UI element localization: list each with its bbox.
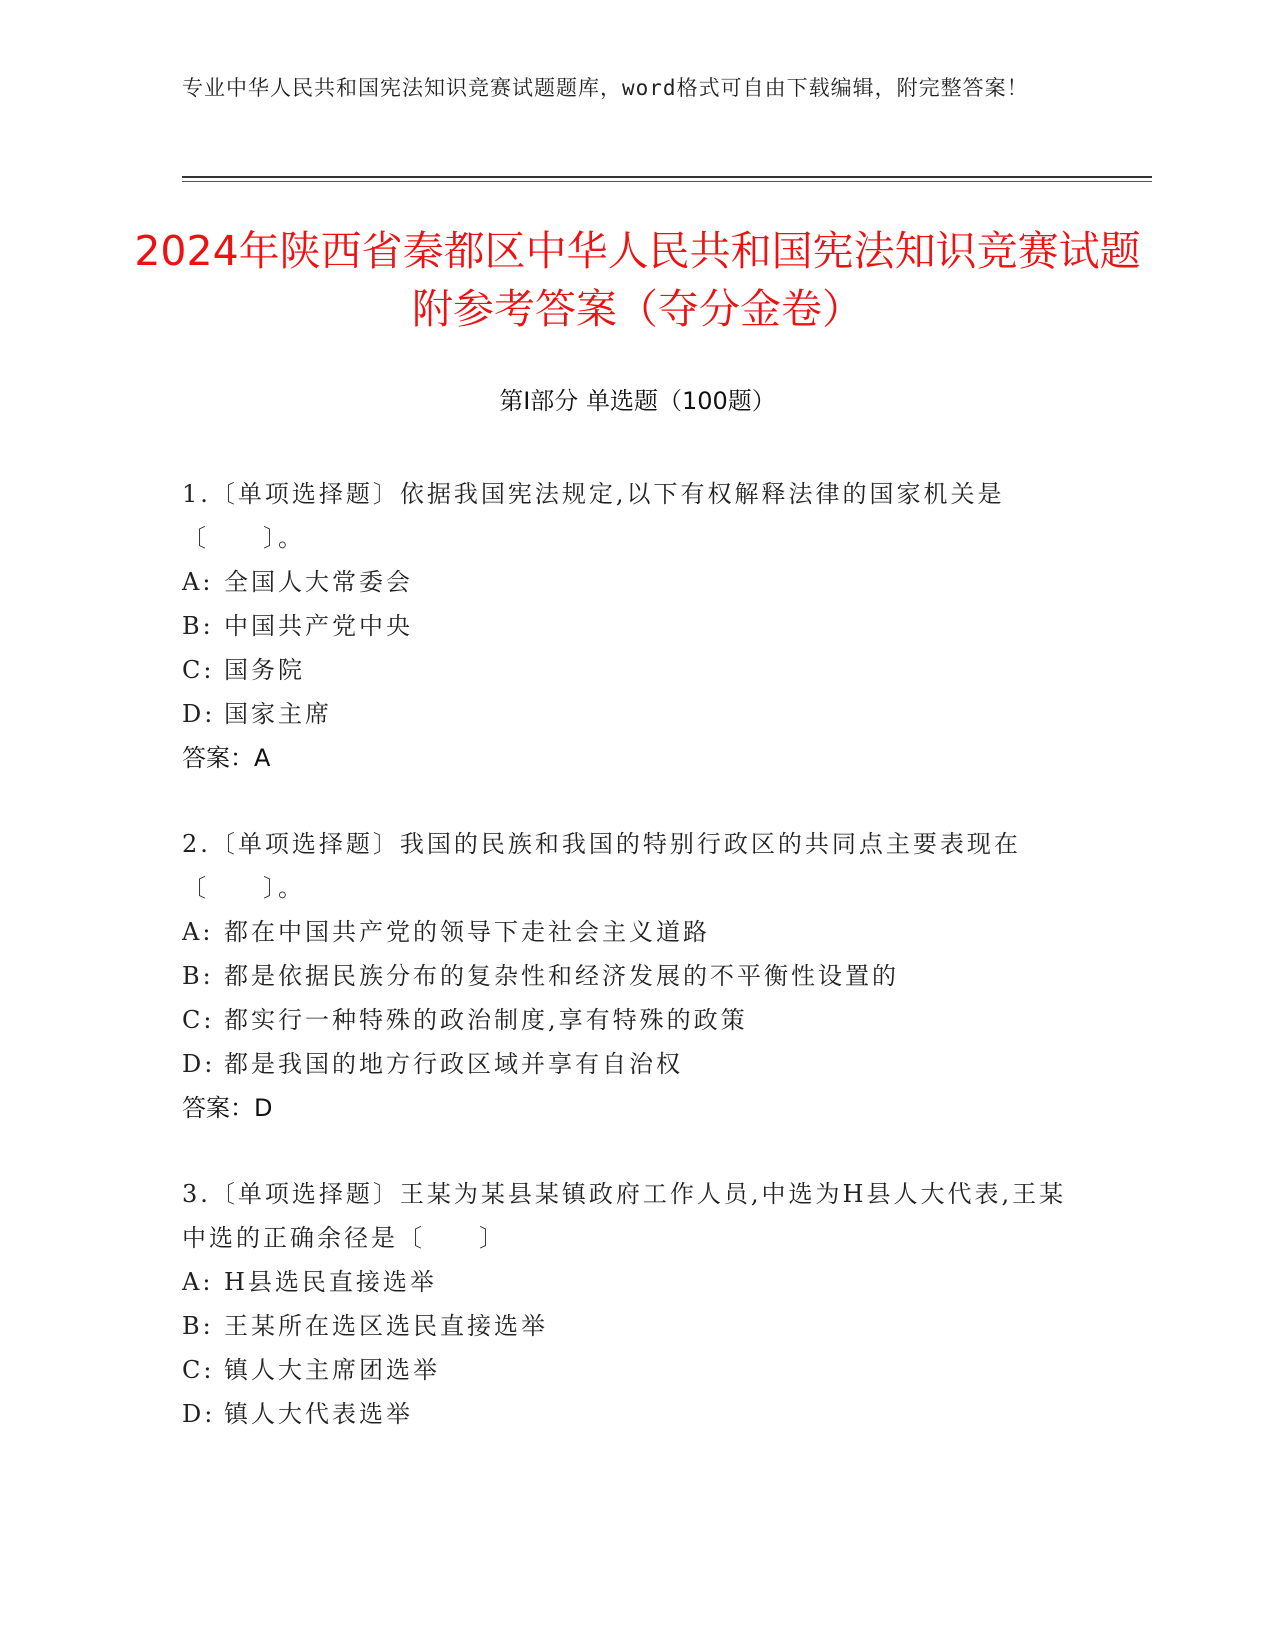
option-key: C: bbox=[182, 656, 215, 684]
option-text: 中国共产党中央 bbox=[224, 612, 413, 640]
option-key: B: bbox=[182, 1312, 214, 1340]
option-b bbox=[182, 604, 1072, 648]
option-key: C: bbox=[182, 1356, 215, 1384]
question-stem: 2.〔单项选择题〕我国的民族和我国的特别行政区的共同点主要表现在〔 〕。 bbox=[182, 830, 1021, 902]
option-text: 镇人大代表选举 bbox=[224, 1400, 413, 1428]
option-key: B: bbox=[182, 612, 214, 640]
option-key: A: bbox=[182, 1268, 214, 1296]
question-stem: 3.〔单项选择题〕王某为某县某镇政府工作人员,中选为H县人大代表,王某中选的正确余径是〔 〕 bbox=[182, 1180, 1067, 1252]
option-text: 国家主席 bbox=[224, 700, 332, 728]
option-key: B: bbox=[182, 962, 214, 990]
answer-line: 答案：A bbox=[182, 744, 271, 772]
option-d bbox=[182, 1042, 1072, 1086]
option-key: D: bbox=[182, 1400, 216, 1428]
option-text: H县选民直接选举 bbox=[224, 1268, 437, 1296]
option-text: 都是依据民族分布的复杂性和经济发展的不平衡性设置的 bbox=[224, 962, 899, 990]
option-c bbox=[182, 648, 1072, 692]
option-d bbox=[182, 1392, 1072, 1436]
option-b bbox=[182, 1304, 1072, 1348]
option-text: 都在中国共产党的领导下走社会主义道路 bbox=[224, 918, 710, 946]
option-c bbox=[182, 1348, 1072, 1392]
header-note: 专业中华人民共和国宪法知识竞赛试题题库，word格式可自由下载编辑，附完整答案！ bbox=[182, 76, 1029, 100]
option-d bbox=[182, 692, 1072, 736]
question-3 bbox=[182, 1172, 1072, 1436]
option-text: 国务院 bbox=[224, 656, 305, 684]
header-divider-thick bbox=[182, 176, 1152, 178]
option-key: A: bbox=[182, 568, 214, 596]
option-text: 都是我国的地方行政区域并享有自治权 bbox=[224, 1050, 683, 1078]
option-a bbox=[182, 910, 1072, 954]
option-key: C: bbox=[182, 1006, 215, 1034]
question-list bbox=[182, 472, 1072, 1478]
section-heading: 第Ⅰ部分 单选题（100题） bbox=[499, 387, 776, 415]
option-text: 王某所在选区选民直接选举 bbox=[224, 1312, 548, 1340]
option-key: D: bbox=[182, 700, 216, 728]
option-key: A: bbox=[182, 918, 214, 946]
option-a bbox=[182, 560, 1072, 604]
answer-line: 答案：D bbox=[182, 1094, 273, 1122]
document-title: 2024年陕西省秦都区中华人民共和国宪法知识竞赛试题附参考答案（夺分金卷） bbox=[134, 227, 1141, 333]
option-key: D: bbox=[182, 1050, 216, 1078]
option-a bbox=[182, 1260, 1072, 1304]
option-c bbox=[182, 998, 1072, 1042]
option-text: 都实行一种特殊的政治制度,享有特殊的政策 bbox=[224, 1006, 748, 1034]
question-stem: 1.〔单项选择题〕依据我国宪法规定,以下有权解释法律的国家机关是〔 〕。 bbox=[182, 480, 1005, 552]
question-1 bbox=[182, 472, 1072, 780]
header-divider-thin bbox=[182, 181, 1152, 182]
question-2 bbox=[182, 822, 1072, 1130]
option-text: 镇人大主席团选举 bbox=[224, 1356, 440, 1384]
option-text: 全国人大常委会 bbox=[224, 568, 413, 596]
option-b bbox=[182, 954, 1072, 998]
